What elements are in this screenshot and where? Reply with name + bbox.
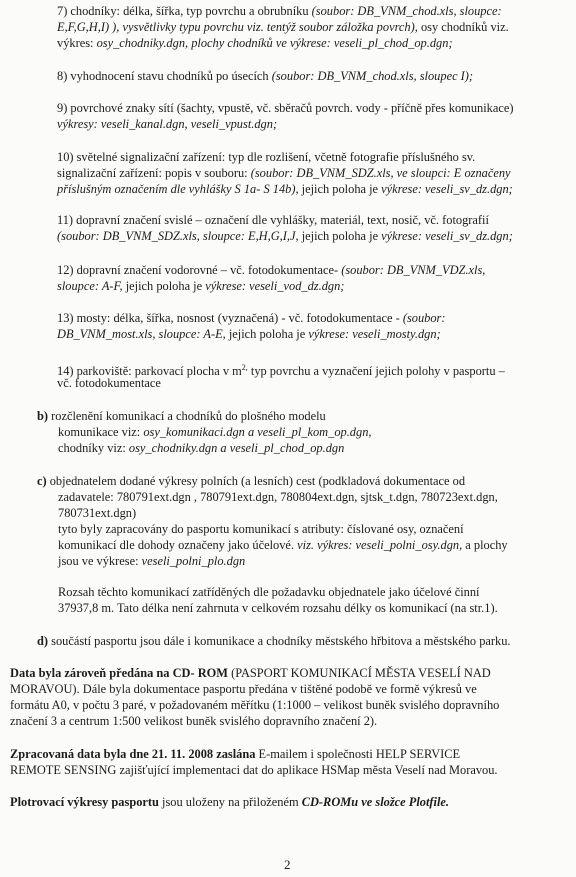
paragraph-sent: Zpracovaná data byla dne 21. 11. 2008 zaslána E-mailem i společnosti HELP SERVICE	[10, 747, 461, 761]
section-b: b) rozčlenění komunikací a chodníků do plošného modelu	[37, 409, 326, 423]
paragraph-cd-rom-line-4: značení 3 a centrum 1:500 velikost buněk svislého dopravního značení 2).	[10, 714, 378, 728]
section-c: c) objednatelem dodané výkresy polních (a lesních) cest (podkladová dokumentace od	[37, 474, 466, 488]
paragraph-plot: Plotrovací výkresy pasportu jsou uloženy na přiloženém CD-ROMu ve složce Plotfile.	[10, 795, 450, 809]
section-b-line-3: chodníky viz: osy_chodniky.dgn a veseli_pl_chod_op.dgn	[58, 441, 345, 455]
section-b-line-2: komunikace viz: osy_komunikaci.dgn a veseli_pl_kom_op.dgn,	[58, 425, 372, 439]
item-13: 13) mosty: délka, šířka, nosnost (vyznačená) - vč. fotodokumentace - (soubor:	[57, 311, 446, 325]
item-11: 11) dopravní značení svislé – označení dle vyhlášky, materiál, text, nosič, vč. fotografií	[57, 213, 489, 227]
item-7-line-2: E,F,G,H,I) ), vysvětlivky typu povrchu viz. tentýž soubor záložka povrch), osy chodníků viz.	[57, 20, 509, 34]
section-d: d) součástí pasportu jsou dále i komunikace a chodníky městského hřbitova a městského parku.	[37, 634, 511, 648]
paragraph-cd-rom-line-2: MORAVOU). Dále byla dokumentace pasportu předána v tištěné podobě ve formě výkresů ve	[10, 682, 477, 696]
item-8: 8) vyhodnocení stavu chodníků po úsecích (soubor: DB_VNM_chod.xls, sloupec I);	[57, 69, 474, 83]
item-9: 9) povrchové znaky sítí (šachty, vpustě, vč. sběračů povrch. vody - příčně přes komunikace)	[57, 101, 514, 115]
item-10-line-3: příslušným označením dle vyhlášky S 1a- S 14b), jejich poloha je výkrese: veseli_sv_dz.dgn;	[57, 182, 513, 196]
item-12-line-2: sloupce: A-F, jejich poloha je výkrese: veseli_vod_dz.dgn;	[57, 279, 345, 293]
section-c-line-6: jsou ve výkrese: veseli_polni_plo.dgn	[58, 554, 246, 568]
paragraph-cd-rom-line-3: formátu A0, v počtu 3 paré, v požadovaném měřítku (1:1000 – velikost buněk svislého dopravního	[10, 698, 500, 712]
item-14: 14) parkoviště: parkovací plocha v $m^{2,}$ typ povrchu a vyznačení jejich polohy v pasportu –	[57, 363, 505, 379]
section-c-line-7: Rozsah těchto komunikací zatříděných dle požadavku objednatele jako účelové činní	[58, 585, 480, 599]
section-c-line-3: 780731ext.dgn)	[58, 506, 137, 520]
item-13-line-2: DB_VNM_most.xls, sloupce: A-E, jejich poloha je výkrese: veseli_mosty.dgn;	[57, 327, 441, 341]
paragraph-cd-rom: Data byla zároveň předána na CD- ROM (PASPORT KOMUNIKACÍ MĚSTA VESELÍ NAD	[10, 666, 491, 680]
item-7-line-3: výkres: osy_chodniky.dgn, plochy chodníků ve výkrese: veseli_pl_chod_op.dgn;	[57, 36, 453, 50]
item-12: 12) dopravní značení vodorovné – vč. fotodokumentace- (soubor: DB_VNM_VDZ.xls,	[57, 263, 486, 277]
page-number: 2	[284, 857, 291, 872]
paragraph-sent-line-2: REMOTE SENSING zajišťující implementaci dat do aplikace HSMap města Veselí nad Moravou.	[10, 763, 498, 777]
section-c-line-5: komunikací dle dohody označeny jako účelové. viz. výkres: veseli_polni_osy.dgn, a plochy	[58, 538, 508, 552]
item-9-line-2: výkresy: veseli_kanal.dgn, veseli_vpust.dgn;	[57, 117, 278, 131]
item-11-line-2: (soubor: DB_VNM_SDZ.xls, sloupce: E,H,G,I,J, jejich poloha je výkrese: veseli_sv_dz.dgn;	[57, 229, 513, 243]
item-10: 10) světelné signalizační zařízení: typ dle rozlišení, včetně fotografie příslušného sv.	[57, 150, 476, 164]
item-7: 7) chodníky: délka, šířka, typ povrchu a obrubníku (soubor: DB_VNM_chod.xls, sloupce:	[57, 4, 502, 18]
section-c-line-4: tyto byly zapracovány do pasportu komunikací s atributy: číslované osy, označení	[58, 522, 464, 536]
item-14-line-2: vč. fotodokumentace	[57, 376, 161, 390]
section-c-line-2: zadavatele: 780791ext.dgn , 780791ext.dgn, 780804ext.dgn, sjtsk_t.dgn, 780723ext.dgn,	[58, 490, 498, 504]
section-c-line-8: 37937,8 m. Tato délka není zahrnuta v celkovém rozsahu délky os komunikací (na str.1).	[58, 601, 498, 615]
item-10-line-2: signalizační zařízení: popis v souboru: (soubor: DB_VNM_SDZ.xls, ve sloupci: E označeny	[57, 166, 511, 180]
